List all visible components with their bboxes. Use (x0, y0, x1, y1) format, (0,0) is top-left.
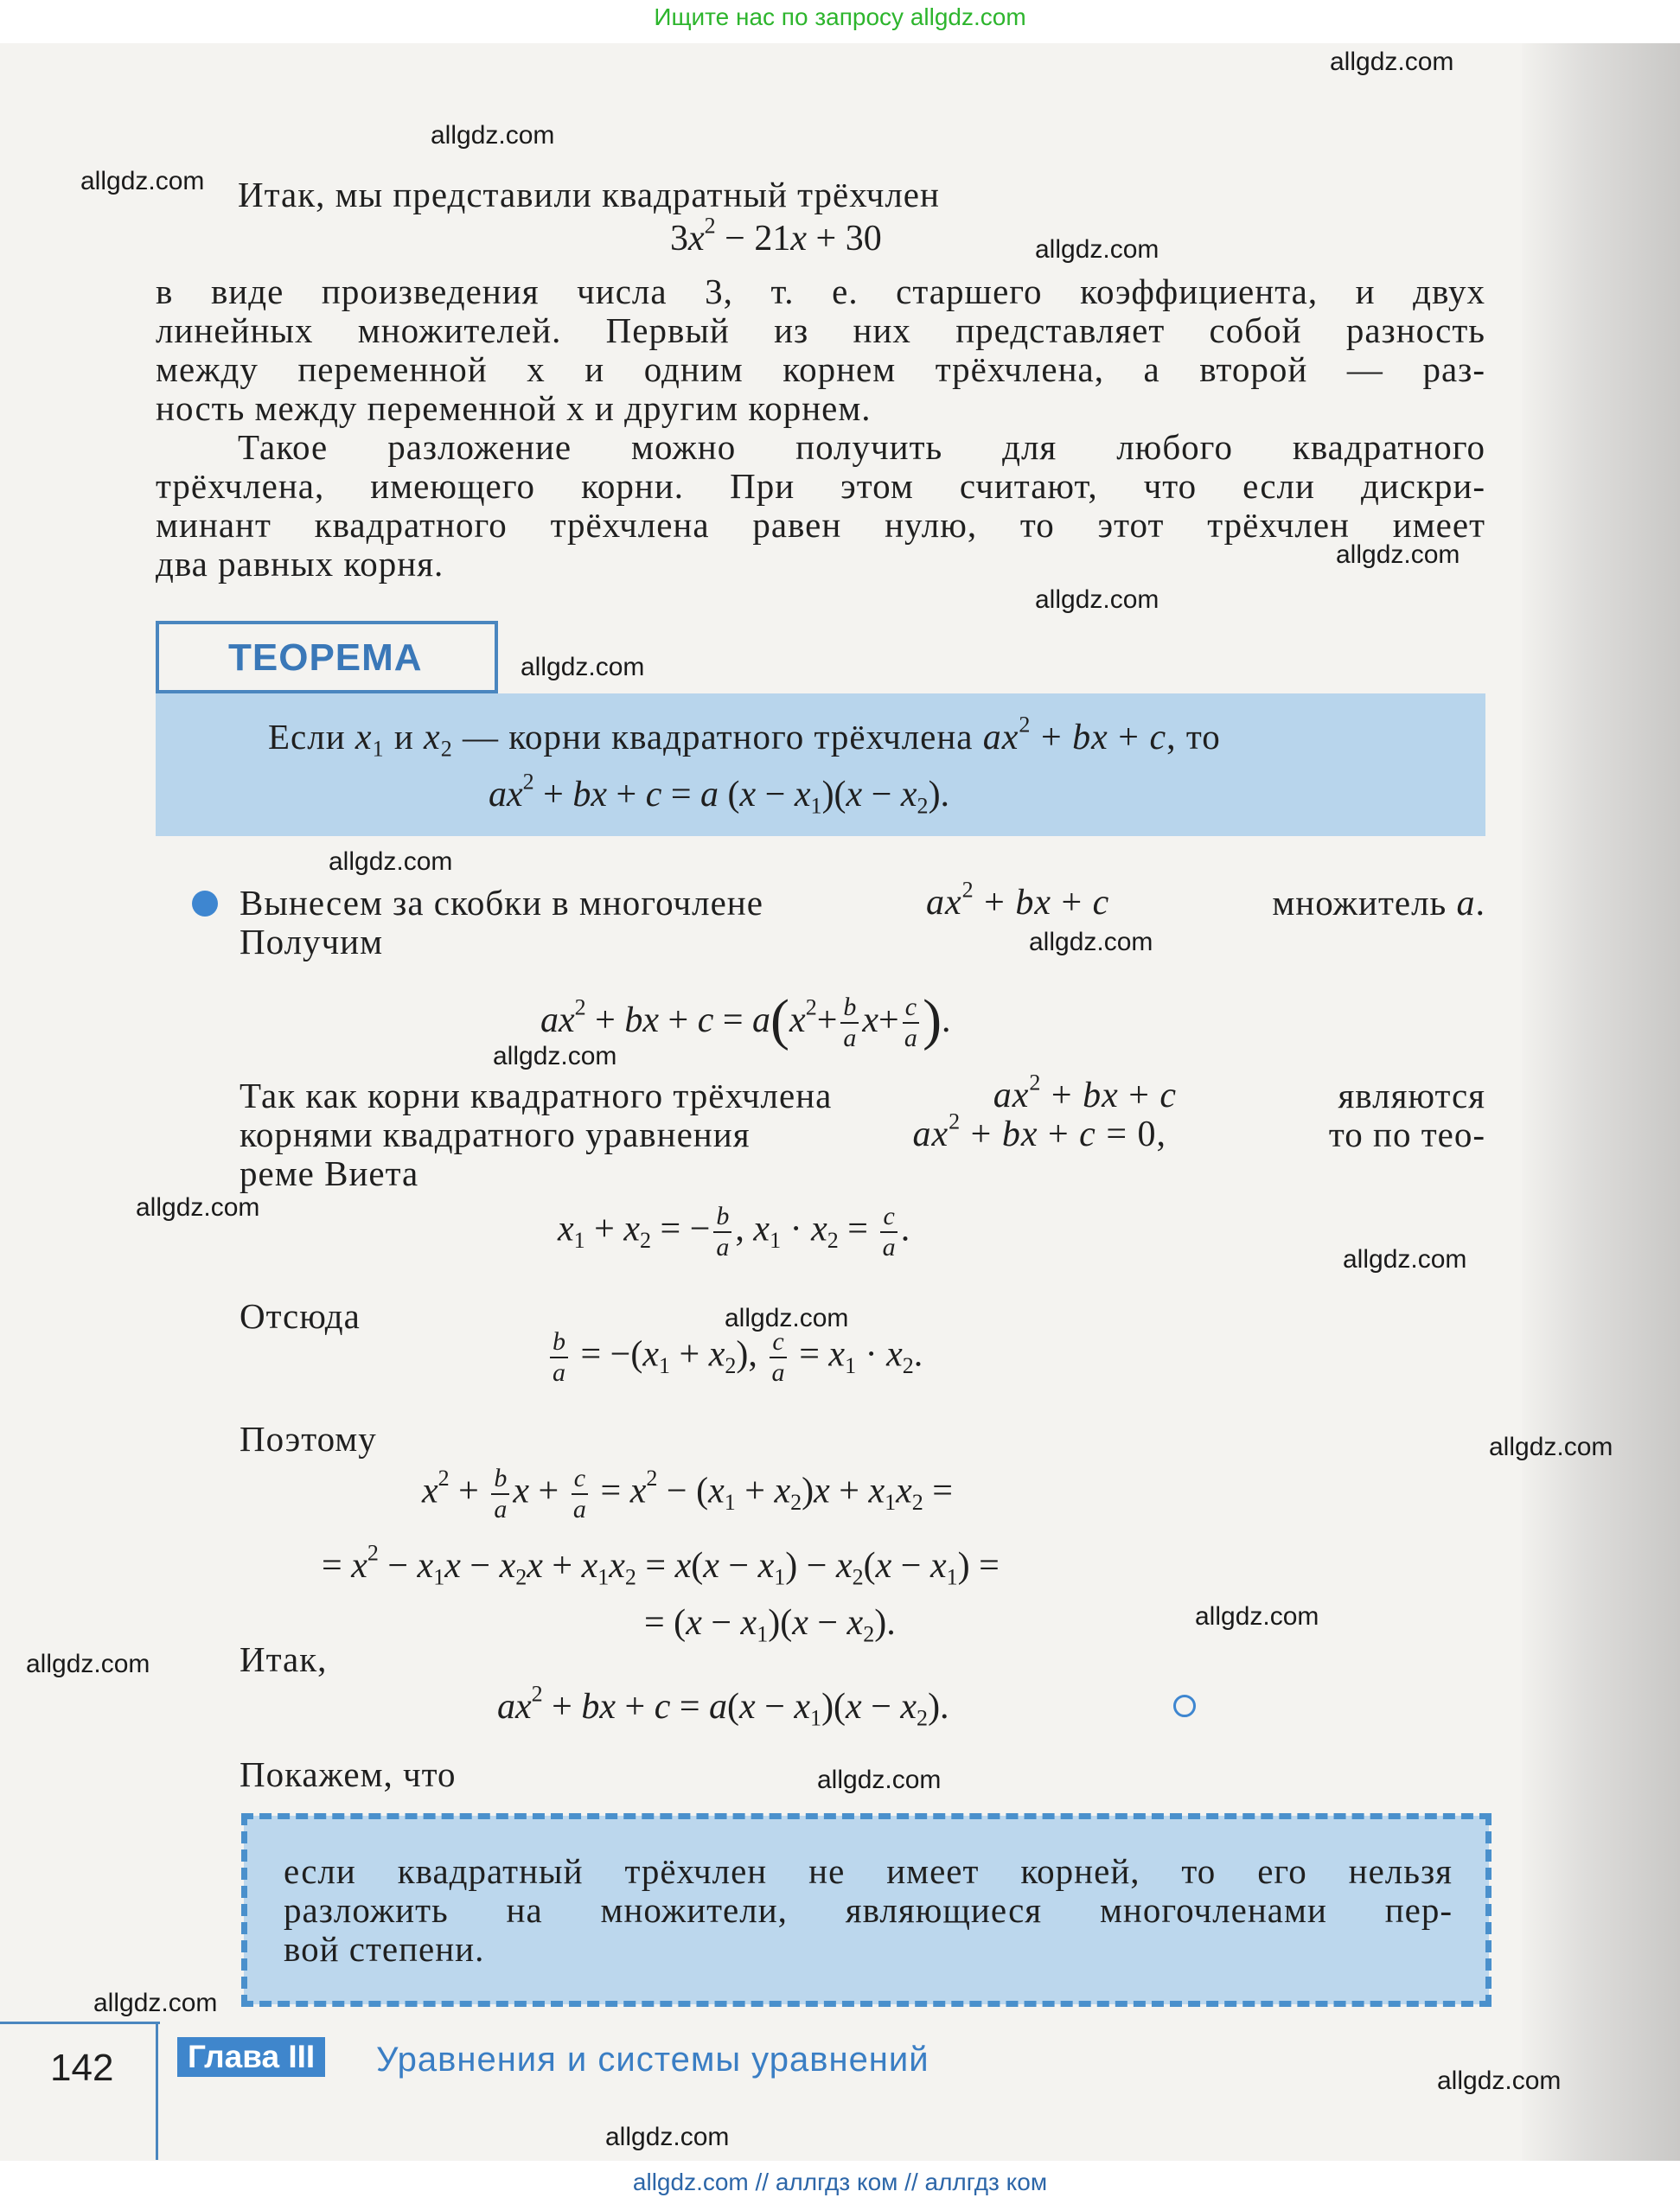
watermark: allgdz.com (493, 1042, 617, 1070)
para2-line3: минант квадратного трёхчлена равен нулю, то этот трёхчлен имеет (156, 505, 1485, 545)
therefore-label: Поэтому (240, 1419, 377, 1459)
hence-formula: $\frac{b}{a}$ = $-(x_1 + x_2)$, $\frac{c}{a}$ = $x_1 \cdot x_2$. (546, 1327, 923, 1388)
watermark: allgdz.com (26, 1650, 150, 1678)
para2-line2: трёхчлена, имеющего корни. При этом считают, что если дискри- (156, 466, 1485, 506)
watermark: allgdz.com (1437, 2067, 1562, 2095)
watermark: allgdz.com (817, 1766, 942, 1794)
theorem-tab (156, 621, 498, 693)
watermark: allgdz.com (136, 1193, 260, 1222)
watermark: allgdz.com (1489, 1433, 1613, 1461)
watermark: allgdz.com (93, 1989, 218, 2017)
expansion-line2: = $x^2 - x_1x - x_2x + x_1x_2 = x(x - x_1) - x_2(x - x_1)$ = (322, 1540, 1000, 1590)
footer-divider (156, 2022, 158, 2160)
para1-line3: между переменной x и одним корнем трёхчлена, а второй — раз- (156, 349, 1485, 389)
watermark: allgdz.com (1336, 540, 1460, 569)
watermark: allgdz.com (80, 167, 205, 195)
vieta-line3: реме Виета (240, 1153, 419, 1193)
para2-line4: два равных корня. (156, 544, 444, 584)
intro-line: Итак, мы представили квадратный трёхчлен (238, 175, 940, 214)
factor-a-formula: $ax^2$ + bx + $c = a(x^2+$ $\frac{b}{a}$ x+ $\frac{c}{a}$ ). (540, 988, 951, 1053)
chapter-badge: Глава III (177, 2037, 325, 2077)
final-formula: $ax^2$ + bx + $c = a(x - x_1)(x - x_2)$. (497, 1681, 949, 1731)
show-that-label: Покажем, что (240, 1754, 457, 1794)
watermark: allgdz.com (1029, 928, 1153, 956)
hence-label: Отсюда (240, 1296, 361, 1336)
watermark: allgdz.com (329, 847, 453, 876)
expansion-line1: $x^2$ + $\frac{b}{a}$ x + $\frac{c}{a}$ = $x^2 - (x_1 + x_2)x + x_1x_2$ = (422, 1464, 953, 1524)
theorem-label: ТЕОРЕМА (228, 636, 423, 679)
para1-line4: ность между переменной x и другим корнем. (156, 388, 872, 428)
para1-line1: в виде произведения числа 3, т. е. старшего коэффициента, и двух (156, 272, 1485, 311)
chapter-title: Уравнения и системы уравнений (376, 2041, 929, 2079)
thus-label: Итак, (240, 1639, 328, 1679)
watermark: allgdz.com (1343, 1245, 1467, 1274)
watermark: allgdz.com (1330, 48, 1454, 76)
vieta-formula: $x_1 + x_2$ = − $\frac{b}{a}$ , $x_1 \cdot x_2$ = $\frac{c}{a}$ . (558, 1202, 910, 1262)
watermark: allgdz.com (605, 2123, 730, 2151)
proof-end-icon (1173, 1695, 1196, 1717)
theorem-statement-line1: Если $x_1$ и $x_2$ — корни квадратного трёхчлена $ax^2$ + bx + c, то (268, 712, 1221, 762)
para1-line2: линейных множителей. Первый из них представляет собой разность (156, 310, 1485, 350)
bottom-note: allgdz.com // аллгдз ком // аллгдз ком (632, 2169, 1048, 2195)
vieta-line1: Так как корни квадратного трёхчлена $ax^2$ + bx + c являются (240, 1070, 1485, 1115)
watermark: allgdz.com (431, 121, 555, 150)
box-line3: вой степени. (284, 1929, 485, 1969)
expansion-line3: = $(x - x_1)(x - x_2)$. (644, 1603, 896, 1647)
para2-line1: Такое разложение можно получить для любого квадратного (238, 427, 1485, 467)
footer-rule (0, 2022, 160, 2024)
watermark: allgdz.com (1195, 1602, 1319, 1631)
box-line2: разложить на множители, являющиеся многочленами пер- (284, 1890, 1453, 1930)
box-line1: если квадратный трёхчлен не имеет корней, то его нельзя (284, 1851, 1453, 1891)
theorem-formula: $ax^2$ + bx + c = a $(x - x_1)(x - x_2)$. (489, 769, 950, 819)
watermark: allgdz.com (725, 1304, 849, 1332)
trinomial-formula: $3x^2 - 21x + 30$ (670, 213, 882, 259)
watermark: allgdz.com (1035, 235, 1159, 264)
proof-line2: Получим (240, 922, 384, 961)
book-spine-shadow (1522, 43, 1680, 2161)
page-number: 142 (50, 2047, 114, 2089)
watermark: allgdz.com (521, 653, 645, 681)
proof-line1: Вынесем за скобки в многочлене $ax^2$ + bx + c множитель a. (240, 877, 1485, 923)
proof-start-icon (192, 891, 218, 917)
vieta-line2: корнями квадратного уравнения $ax^2$ + bx + c = 0, то по тео- (240, 1108, 1485, 1154)
top-search-note: Ищите нас по запросу allgdz.com (654, 3, 1026, 30)
watermark: allgdz.com (1035, 585, 1159, 614)
